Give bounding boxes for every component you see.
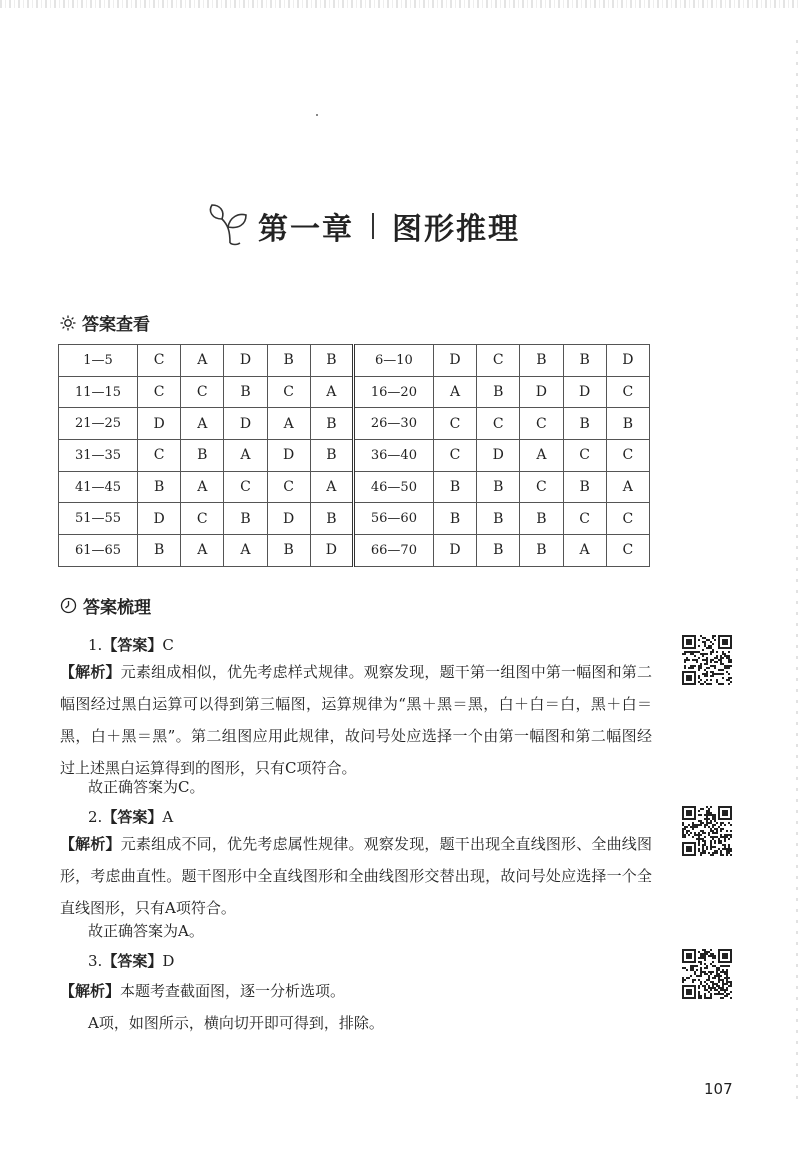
chapter-number: 第一章 bbox=[258, 212, 354, 247]
range-cell: 46—50 bbox=[353, 471, 433, 503]
answer-cell: A bbox=[267, 408, 310, 440]
range-cell: 21—25 bbox=[59, 408, 138, 440]
answer-review-label: 答案梳理 bbox=[83, 598, 151, 618]
answer-cell: A bbox=[520, 440, 563, 472]
answer-cell: D bbox=[310, 535, 353, 567]
qr-code-icon[interactable] bbox=[682, 948, 732, 1000]
q1-analysis bbox=[60, 656, 652, 784]
answer-cell: C bbox=[181, 503, 224, 535]
scan-noise-top bbox=[0, 0, 800, 8]
q2-answer-line bbox=[88, 806, 680, 827]
page-number: 107 bbox=[704, 1080, 733, 1098]
answer-cell: B bbox=[477, 376, 520, 408]
answer-cell: C bbox=[563, 503, 606, 535]
range-cell: 56—60 bbox=[353, 503, 433, 535]
answer-cell: C bbox=[138, 376, 181, 408]
answer-cell: C bbox=[224, 471, 267, 503]
answer-cell: D bbox=[267, 503, 310, 535]
answer-cell: A bbox=[224, 535, 267, 567]
chapter-divider bbox=[372, 213, 374, 239]
answer-cell: C bbox=[520, 471, 563, 503]
q2-answer-tag: 【答案】 bbox=[102, 808, 163, 826]
answer-cell: B bbox=[563, 345, 606, 377]
range-cell: 1—5 bbox=[59, 345, 138, 377]
q3-answer-value: D bbox=[162, 952, 175, 970]
answer-cell: B bbox=[520, 503, 563, 535]
answer-cell: B bbox=[477, 471, 520, 503]
range-cell: 66—70 bbox=[353, 535, 433, 567]
range-cell: 11—15 bbox=[59, 376, 138, 408]
table-row bbox=[59, 345, 650, 377]
answer-cell: B bbox=[433, 503, 476, 535]
answer-cell: A bbox=[433, 376, 476, 408]
q3-analysis bbox=[60, 980, 652, 1001]
answer-cell: C bbox=[477, 345, 520, 377]
answer-cell: C bbox=[606, 440, 649, 472]
range-cell: 61—65 bbox=[59, 535, 138, 567]
answer-cell: C bbox=[138, 440, 181, 472]
answer-cell: A bbox=[606, 471, 649, 503]
answer-cell: B bbox=[310, 440, 353, 472]
table-row bbox=[59, 503, 650, 535]
q3-answer-line bbox=[88, 950, 680, 971]
qr-code-icon[interactable] bbox=[682, 634, 732, 686]
answer-cell: C bbox=[433, 408, 476, 440]
q2-analysis-text: 元素组成不同，优先考虑属性规律。观察发现，题干出现全直线图形、全曲线图形，考虑曲直性。题干图形中全直线图形和全曲线图形交替出现，故问号处应选择一个全直线图形，只有A项符合。 bbox=[60, 835, 652, 917]
answer-cell: B bbox=[138, 471, 181, 503]
answer-cell: B bbox=[267, 535, 310, 567]
q1-analysis-text: 元素组成相似，优先考虑样式规律。观察发现，题干第一组图中第一幅图和第二幅图经过黑白运算可以得到第三幅图，运算规律为“黑＋黑＝黑，白＋白＝白，黑＋白＝黑，白＋黑＝黑”。第二组图应用此规律，故问号处应选择一个由第一幅图和第二幅图经过上述黑白运算得到的图形，只有C项符合。 bbox=[60, 663, 652, 777]
answer-cell: D bbox=[138, 408, 181, 440]
q1-answer-value: C bbox=[162, 636, 174, 654]
range-cell: 51—55 bbox=[59, 503, 138, 535]
chapter-heading bbox=[206, 196, 520, 256]
answer-cell: C bbox=[606, 376, 649, 408]
answer-review-heading bbox=[60, 593, 151, 618]
answer-cell: B bbox=[563, 471, 606, 503]
answer-cell: D bbox=[224, 408, 267, 440]
answer-cell: C bbox=[520, 408, 563, 440]
answer-cell: B bbox=[606, 408, 649, 440]
range-cell: 6—10 bbox=[353, 345, 433, 377]
answer-cell: D bbox=[433, 345, 476, 377]
qr-code-icon[interactable] bbox=[682, 805, 732, 857]
scan-edge-right bbox=[796, 40, 798, 1100]
table-row bbox=[59, 376, 650, 408]
table-row bbox=[59, 408, 650, 440]
table-row bbox=[59, 440, 650, 472]
answer-cell: A bbox=[181, 535, 224, 567]
answer-cell: A bbox=[563, 535, 606, 567]
sun-icon bbox=[60, 315, 76, 331]
q3-number: 3. bbox=[88, 952, 103, 970]
answer-cell: B bbox=[563, 408, 606, 440]
answer-cell: B bbox=[477, 535, 520, 567]
answer-cell: D bbox=[224, 345, 267, 377]
answer-check-label: 答案查看 bbox=[82, 315, 150, 335]
answer-cell: A bbox=[310, 471, 353, 503]
table-row bbox=[59, 471, 650, 503]
scan-dot bbox=[316, 114, 318, 116]
q1-analysis-tag: 【解析】 bbox=[60, 663, 121, 681]
answer-cell: C bbox=[606, 503, 649, 535]
answer-cell: B bbox=[138, 535, 181, 567]
chapter-title: 图形推理 bbox=[392, 212, 520, 247]
q2-number: 2. bbox=[88, 808, 103, 826]
answer-cell: D bbox=[477, 440, 520, 472]
answer-cell: C bbox=[267, 376, 310, 408]
clock-icon bbox=[60, 597, 77, 614]
answer-cell: A bbox=[181, 471, 224, 503]
answer-cell: D bbox=[606, 345, 649, 377]
range-cell: 16—20 bbox=[353, 376, 433, 408]
answer-cell: C bbox=[563, 440, 606, 472]
answer-cell: C bbox=[477, 408, 520, 440]
answer-cell: A bbox=[224, 440, 267, 472]
answer-cell: C bbox=[138, 345, 181, 377]
answer-cell: C bbox=[433, 440, 476, 472]
answer-cell: B bbox=[433, 471, 476, 503]
answer-cell: A bbox=[310, 376, 353, 408]
answer-table bbox=[58, 344, 650, 567]
answer-cell: C bbox=[606, 535, 649, 567]
answer-cell: D bbox=[267, 440, 310, 472]
answer-cell: B bbox=[520, 535, 563, 567]
answer-cell: D bbox=[433, 535, 476, 567]
answer-cell: B bbox=[267, 345, 310, 377]
answer-cell: C bbox=[181, 376, 224, 408]
table-row bbox=[59, 535, 650, 567]
answer-cell: B bbox=[477, 503, 520, 535]
q2-conclusion: 故正确答案为A。 bbox=[88, 922, 204, 940]
q1-conclusion: 故正确答案为C。 bbox=[88, 778, 205, 796]
answer-cell: D bbox=[520, 376, 563, 408]
answer-cell: D bbox=[563, 376, 606, 408]
answer-cell: B bbox=[224, 503, 267, 535]
sprout-icon bbox=[206, 201, 256, 251]
q2-analysis-tag: 【解析】 bbox=[60, 835, 121, 853]
answer-cell: B bbox=[310, 503, 353, 535]
q3-option-a: A项，如图所示，横向切开即可得到，排除。 bbox=[88, 1014, 384, 1032]
answer-cell: B bbox=[224, 376, 267, 408]
q1-answer-tag: 【答案】 bbox=[102, 636, 163, 654]
range-cell: 26—30 bbox=[353, 408, 433, 440]
answer-cell: A bbox=[181, 408, 224, 440]
q2-analysis bbox=[60, 828, 652, 924]
q1-answer-line bbox=[88, 634, 680, 655]
q2-answer-value: A bbox=[162, 808, 174, 826]
q3-analysis-text: 本题考查截面图，逐一分析选项。 bbox=[120, 982, 346, 1000]
answer-cell: B bbox=[310, 345, 353, 377]
answer-check-heading bbox=[60, 310, 150, 335]
range-cell: 41—45 bbox=[59, 471, 138, 503]
q3-analysis-tag: 【解析】 bbox=[60, 982, 121, 1000]
range-cell: 31—35 bbox=[59, 440, 138, 472]
range-cell: 36—40 bbox=[353, 440, 433, 472]
answer-cell: B bbox=[520, 345, 563, 377]
answer-cell: B bbox=[181, 440, 224, 472]
answer-cell: D bbox=[138, 503, 181, 535]
answer-cell: A bbox=[181, 345, 224, 377]
answer-cell: B bbox=[310, 408, 353, 440]
q1-number: 1. bbox=[88, 636, 103, 654]
answer-cell: C bbox=[267, 471, 310, 503]
q3-answer-tag: 【答案】 bbox=[102, 952, 163, 970]
